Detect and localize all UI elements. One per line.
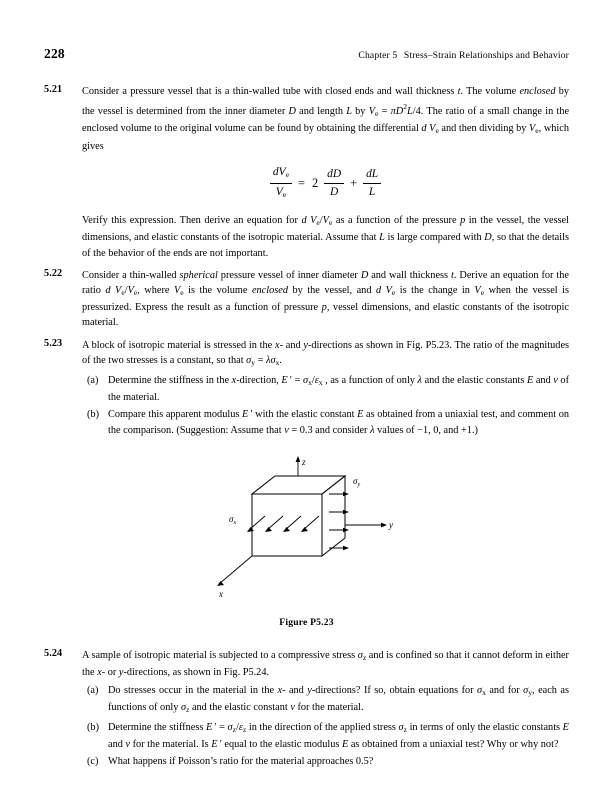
text-run: by [351, 106, 366, 118]
problem-text [82, 338, 569, 438]
item-label: (c) [87, 756, 99, 768]
equals-sign: = [297, 175, 305, 190]
inline-equation-ve: $V_e = \pi D^2L/4$ [368, 102, 421, 119]
fraction-denominator: L [368, 186, 376, 199]
list-item [82, 407, 569, 437]
item-label: (b) [87, 409, 100, 421]
figure-caption: Figure P5.23 [279, 616, 334, 628]
inline-equation-ve2: $V_e$ [529, 123, 539, 136]
axis-label-z: z [301, 456, 306, 467]
list-item [82, 720, 569, 752]
sigma-x-arrows [247, 516, 319, 532]
problem-text [82, 268, 569, 331]
fraction-numerator: dL [363, 167, 381, 184]
item-text: Compare this apparent modulus E ′ with the elastic constant E as obtained from a uniaxial test, and comment on the comparison. (Suggestion: Assume that ν = 0.3 and consider λ values of −1, 0, and +1.) [108, 409, 569, 436]
item-label: (a) [87, 685, 99, 697]
text-run: and then dividing by [438, 123, 529, 135]
coefficient-two: 2 [311, 175, 319, 190]
paragraph-verify: Verify this expression. Then derive an equation for d $V_e/V_e$ as a function of the pressure p in the vessel, the vessel dimensions, and elastic constants of the isotropic material. Assume that L is large compared with D, so that the details of the behavior of the ends are not important. [82, 215, 569, 259]
item-label: (b) [87, 721, 100, 733]
plus-sign: + [350, 175, 358, 190]
problem-5-24 [44, 648, 569, 769]
item-text: Determine the stiffness E ′ = $\sigma_z/\varepsilon_z$ in the direction of the applied stress $\sigma_z$ in terms of only the elastic constants E and ν for the material. Is E ′ equal to the elastic modulus E as obtained from a uniaxial test? Why or why not? [108, 721, 569, 750]
problem-number: 5.24 [44, 647, 63, 659]
page-number: 228 [44, 46, 65, 61]
axis-label-y: y [388, 519, 393, 530]
fraction-dve-ve [270, 165, 292, 202]
emphasis-enclosed: enclosed [519, 86, 556, 97]
fraction-numerator: $dV_e$ [270, 165, 292, 184]
item-text: Determine the stiffness in the x-direction, E ′ = $\sigma_x/\varepsilon_x$ , as a function of only λ and the elastic constants E and ν of the material. [108, 375, 570, 404]
problem-number: 5.22 [44, 267, 63, 279]
fraction-dl-l [363, 167, 381, 200]
symbol-L: L [346, 106, 352, 118]
item-label: (a) [87, 375, 99, 387]
running-head-chapter: Chapter 5 [358, 50, 398, 61]
problem-5-22 [44, 268, 569, 331]
text-run: Consider a pressure vessel that is a thin-walled tube with closed ends and wall thickness [82, 86, 458, 97]
text-run: , which gives [82, 123, 569, 152]
problem-text [82, 84, 569, 261]
list-item [82, 373, 569, 405]
sub-items-list [82, 373, 569, 438]
item-text: What happens if Poisson’s ratio for the material approaches 0.5? [108, 756, 374, 768]
paragraph: A block of isotropic material is stressed in the x- and y-directions as shown in Fig. P5.23. The ratio of the magnitudes of the two stresses is a constant, so that $\sigma_y = \lambda\sigma_x$. [82, 339, 570, 367]
stress-label-sigma-x: $\sigma_x$ [228, 513, 236, 526]
figure-p5-23 [44, 454, 569, 628]
problem-number: 5.21 [44, 84, 63, 95]
text-run: . The volume [460, 86, 520, 97]
running-head-title: Stress–Strain Relationships and Behavior [403, 50, 569, 61]
block-stress-diagram [157, 454, 457, 604]
fraction-denominator: D [329, 186, 339, 199]
fraction-dd-d [324, 167, 344, 200]
inline-equation-dve: d $V_e$ [421, 123, 439, 136]
list-item [82, 683, 569, 717]
sigma-y-arrows [329, 492, 349, 550]
item-text: Do stresses occur in the material in the x- and y-directions? If so, obtain equations for $\sigma_x$ and for $\sigma_y$, each as functions of only $\sigma_z$ and the elastic constant ν for the material. [108, 685, 569, 715]
problem-number: 5.23 [44, 337, 63, 349]
display-equation [82, 165, 569, 202]
paragraph [82, 84, 569, 154]
paragraph: A sample of isotropic material is subjected to a compressive stress $\sigma_z$ and is confined so that it cannot deform in either the x- or y-directions, as shown in Fig. P5.24. [82, 649, 569, 679]
axis-label-x: x [218, 588, 223, 599]
problem-text [82, 648, 569, 769]
text-run: and length [295, 106, 347, 118]
text-run: . The ratio of a small change in the enclosed volume to the original volume can be found by obtaining the differential [82, 106, 570, 135]
symbol-D: D [288, 106, 296, 118]
running-head [358, 50, 569, 61]
text-run: by the vessel is determined from the inner diameter [82, 86, 569, 118]
fraction-numerator: dD [324, 167, 344, 184]
page-header [44, 46, 569, 62]
paragraph: Consider a thin-walled spherical pressure vessel of inner diameter D and wall thickness t. Derive an equation for the ratio d $V_e/V_e$, where $V_e$ is the volume enclosed by the vessel, and d $V_e$ is the change in $V_e$ when the vessel is pressurized. Express the result as a function of pressure p, vessel dimensions, and elastic constants of the isotropic material. [82, 269, 569, 329]
list-item [82, 754, 569, 769]
problem-5-23 [44, 338, 569, 438]
stress-label-sigma-y: $\sigma_y$ [352, 475, 360, 488]
fraction-denominator: $V_e$ [275, 186, 287, 200]
symbol-t: t [457, 86, 461, 97]
problem-5-21 [44, 84, 569, 261]
sub-items-list [82, 683, 569, 769]
